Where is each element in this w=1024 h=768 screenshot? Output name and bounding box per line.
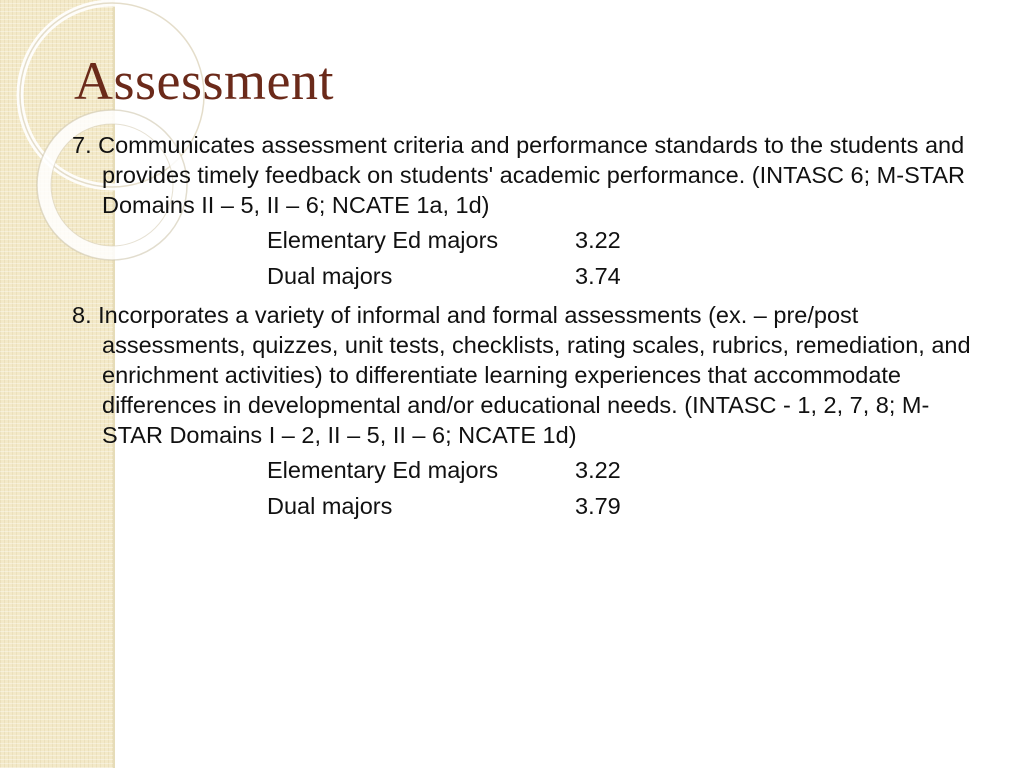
score-value: 3.22 xyxy=(575,457,621,483)
score-row xyxy=(267,260,972,292)
score-value: 3.79 xyxy=(575,493,621,519)
score-label: Elementary Ed majors xyxy=(267,457,499,483)
score-row xyxy=(267,224,972,256)
score-value: 3.22 xyxy=(575,227,621,253)
slide-body xyxy=(72,130,972,522)
score-label: Dual majors xyxy=(267,263,393,289)
score-value: 3.74 xyxy=(575,263,621,289)
score-row xyxy=(267,454,972,486)
slide-title: Assessment xyxy=(74,51,334,111)
assessment-item-7: 7. Communicates assessment criteria and performance standards to the students and provides timely feedback on students' academic performance. (INTASC 6; M-STAR Domains II – 5, II – 6; NCATE 1a, 1d) xyxy=(72,132,966,218)
score-label: Elementary Ed majors xyxy=(267,227,499,253)
assessment-item-8: 8. Incorporates a variety of informal and formal assessments (ex. – pre/post assessments, quizzes, unit tests, checklists, rating scales, rubrics, remediation, and enrichment activities) to differentiate learning experiences that accommodate differences in developmental and/or educational needs. (INTASC - 1, 2, 7, 8; M-STAR Domains I – 2, II – 5, II – 6; NCATE 1d) xyxy=(72,302,971,448)
score-row xyxy=(267,490,972,522)
score-label: Dual majors xyxy=(267,493,393,519)
